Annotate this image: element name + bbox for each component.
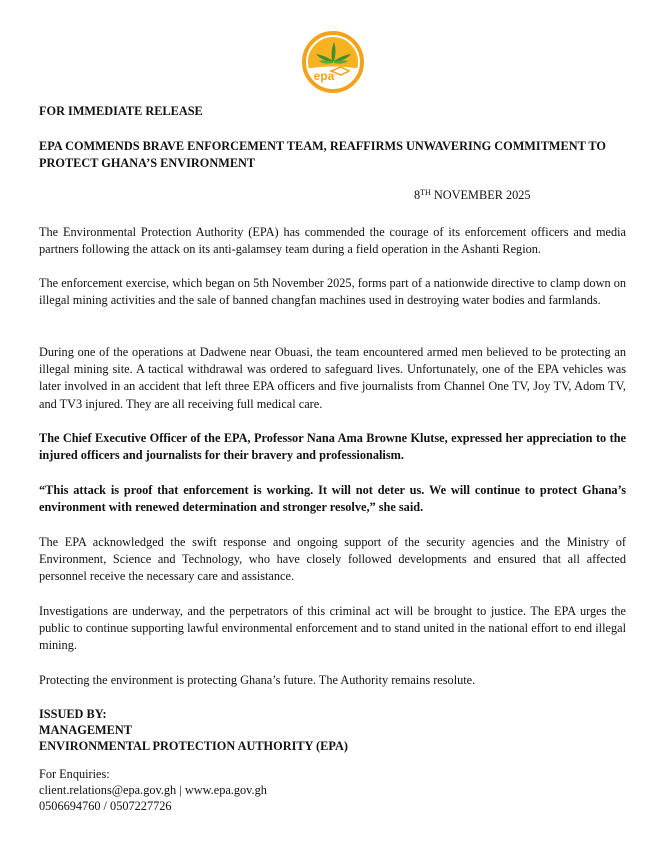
headline: EPA COMMENDS BRAVE ENFORCEMENT TEAM, REAFFIRMS UNWAVERING COMMITMENT TO PROTECT GHANA’S ENVIRONMENT [39,139,606,171]
issued-line2: ENVIRONMENTAL PROTECTION AUTHORITY (EPA) [39,739,348,753]
enquiries-phones: 0506694760 / 0507227726 [39,799,172,813]
paragraph-8: Protecting the environment is protecting Ghana’s future. The Authority remains resolute. [39,673,476,687]
enquiries-label: For Enquiries: [39,767,110,781]
date-day: 8 [414,188,421,202]
issued-label: ISSUED BY: [39,707,107,721]
logo-text: epa [313,69,335,83]
issued-by [39,706,626,754]
paragraph-7: Investigations are underway, and the perpetrators of this criminal act will be brought to justice. The EPA urges the public to continue supporting lawful environmental enforcement and to stand united in the national effort to end illegal mining. [39,604,626,653]
paragraph-2: The enforcement exercise, which began on 5th November 2025, forms part of a nationwide directive to clamp down on illegal mining activities and the sale of banned changfan machines used in destroying water bodies and farmlands. [39,276,626,308]
enquiries [39,766,626,814]
epa-logo [301,31,365,93]
enquiries-contact: client.relations@epa.gov.gh | www.epa.gov.gh [39,783,267,797]
paragraph-1: The Environmental Protection Authority (EPA) has commended the courage of its enforcement officers and media partners following the attack on its anti-galamsey team during a field operation in the Ashanti Region. [39,225,626,257]
paragraph-ceo: The Chief Executive Officer of the EPA, Professor Nana Ama Browne Klutse, expressed her appreciation to the injured officers and journalists for their bravery and professionalism. [39,431,626,463]
issued-line1: MANAGEMENT [39,723,132,737]
paragraph-quote: “This attack is proof that enforcement is working. It will not deter us. We will continue to protect Ghana’s environment with renewed determination and stronger resolve,” she said. [39,483,626,515]
release-date [414,187,531,204]
paragraph-3: During one of the operations at Dadwene near Obuasi, the team encountered armed men believed to be protecting an illegal mining site. A tactical withdrawal was ordered to safeguard lives. Unfortunately, one of the EPA vehicles was later involved in an accident that left three EPA officers and five journalists from Channel One TV, Joy TV, Adom TV, and TV3 injured. They are all receiving full medical care. [39,345,626,411]
paragraph-6: The EPA acknowledged the swift response and ongoing support of the security agencies and the Ministry of Environment, Science and Technology, who have closely followed developments and ensured that all affected personnel receive the necessary care and assistance. [39,535,626,584]
release-label: FOR IMMEDIATE RELEASE [39,104,203,118]
date-suffix: TH [420,188,431,197]
date-rest: NOVEMBER 2025 [430,188,531,202]
